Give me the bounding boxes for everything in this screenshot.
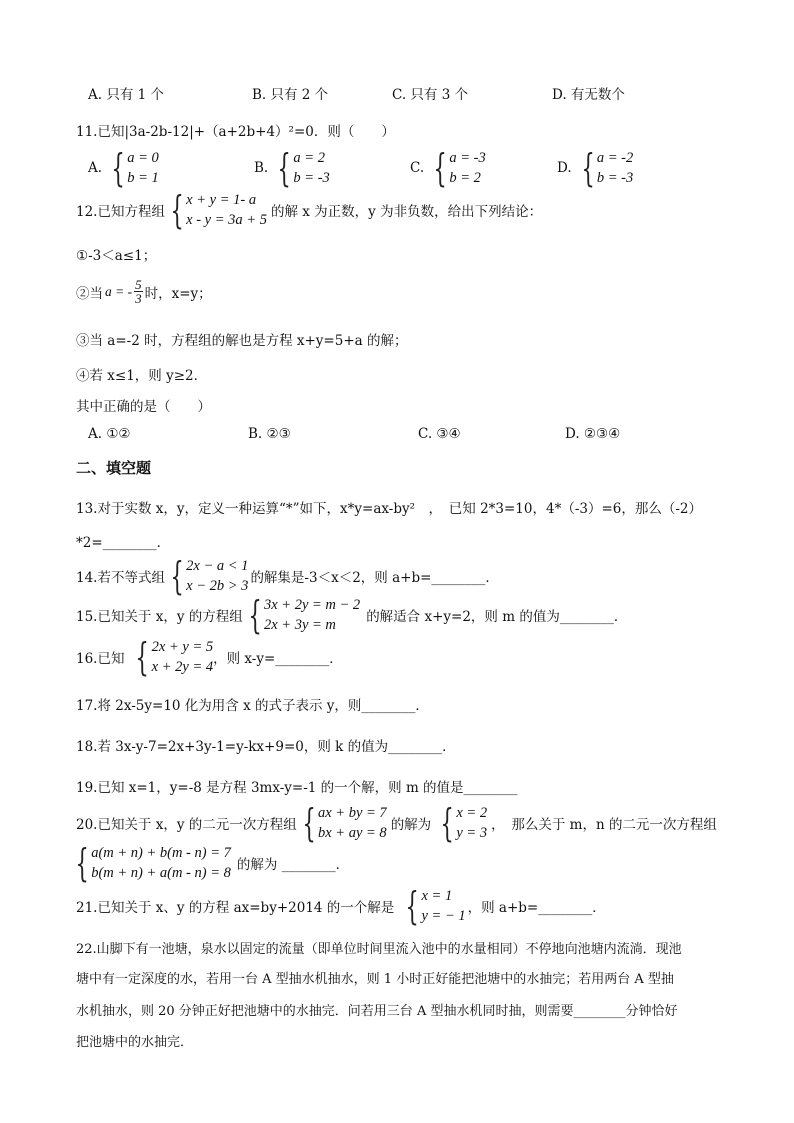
brace: { bbox=[440, 801, 454, 845]
q14-post: 的解集是-3＜x＜2，则 a+b=________． bbox=[250, 570, 499, 586]
brace: { bbox=[75, 841, 89, 885]
c2-a: a = - bbox=[105, 283, 133, 299]
q12-suffix: 的解 x 为正数，y 为非负数，给出下列结论： bbox=[270, 204, 543, 220]
q21-pre: 21.已知关于 x、y 的方程 ax=by+2014 的一个解是 bbox=[76, 900, 395, 916]
q13-line-1: 13.对于实数 x，y，定义一种运算“*”如下，x*y=ax-by² ， 已知 2*3=10，4*（-3）=6，那么（-2） bbox=[76, 501, 703, 517]
row-2: 2x + 3y = m bbox=[263, 617, 336, 633]
q16 bbox=[76, 637, 343, 677]
row-1: 3x + 2y = m − 2 bbox=[263, 597, 361, 613]
row-2: x + 2y = 4 bbox=[151, 659, 214, 675]
q12-conclusion-1: ①-3＜a≤1； bbox=[76, 248, 157, 264]
q10-option-a: A. 只有 1 个 bbox=[88, 87, 165, 103]
q14-pre: 14.若不等式组 bbox=[76, 570, 165, 586]
row-1: a = -2 bbox=[596, 150, 634, 166]
row-1: x = 2 bbox=[456, 805, 488, 821]
q22-line-3: 水机抽水，则 20 分钟正好把池塘中的水抽完．问若用三台 A 型抽水机同时抽，则需要________分钟恰好 bbox=[76, 1004, 678, 1019]
q17: 17.将 2x-5y=10 化为用含 x 的式子表示 y，则________． bbox=[76, 698, 429, 714]
brace: { bbox=[248, 593, 262, 637]
row-1: a = 0 bbox=[127, 150, 159, 166]
q12-option-b: B. ②③ bbox=[248, 426, 291, 442]
q10-option-d: D. 有无数个 bbox=[552, 87, 625, 103]
q11-stem: 11.已知|3a-2b-12|+（a+2b+4）²=0．则（ ） bbox=[76, 124, 395, 140]
brace: { bbox=[405, 884, 420, 928]
q12-conclusion-3: ③当 a=-2 时，方程组的解也是方程 x+y=5+a 的解； bbox=[76, 333, 408, 349]
q11-option-b bbox=[254, 148, 330, 188]
q16-pre: 16.已知 bbox=[76, 651, 125, 667]
q19: 19.已知 x=1，y=-8 是方程 3mx-y=-1 的一个解，则 m 的值是________ bbox=[76, 780, 518, 796]
q20-line-2 bbox=[70, 843, 349, 883]
row-1: x = 1 bbox=[421, 888, 453, 904]
c2-pre: ②当 bbox=[76, 285, 103, 302]
row-1: a(m + n) + b(m - n) = 7 bbox=[91, 845, 231, 861]
option-label: C. bbox=[410, 160, 425, 176]
q12-ask: 其中正确的是（ ） bbox=[76, 399, 211, 415]
row-2: b = 1 bbox=[127, 170, 159, 186]
brace: { bbox=[581, 146, 595, 190]
option-label: D. bbox=[557, 160, 572, 176]
row-2: y = − 1 bbox=[421, 908, 466, 924]
q10-option-b: B. 只有 2 个 bbox=[252, 87, 329, 103]
q18: 18.若 3x-y-7=2x+3y-1=y-kx+9=0，则 k 的值为________． bbox=[76, 739, 456, 755]
row-2: b = 2 bbox=[449, 170, 481, 186]
q15-post: 的解适合 x+y=2，则 m 的值为________． bbox=[366, 609, 628, 625]
brace: { bbox=[111, 146, 125, 190]
q12-conclusion-4: ④若 x≤1，则 y≥2． bbox=[76, 368, 208, 384]
row-1: 2x − a < 1 bbox=[186, 558, 249, 574]
q20-tail: 的解为 ________． bbox=[236, 857, 350, 873]
q12-option-a: A. ①② bbox=[88, 426, 131, 442]
row-1: ax + by = 7 bbox=[317, 805, 387, 821]
q20-line-1 bbox=[76, 803, 717, 843]
option-label: A. bbox=[88, 160, 103, 176]
row-2: y = 3 bbox=[456, 825, 488, 841]
q22-line-4: 把池塘中的水抽完． bbox=[76, 1035, 194, 1050]
q12-option-d: D. ②③④ bbox=[565, 426, 621, 442]
fraction bbox=[134, 278, 143, 305]
brace: { bbox=[302, 801, 316, 845]
q11-option-d bbox=[557, 148, 633, 188]
q22-line-2: 塘中有一定深度的水，若用一台 A 型抽水机抽水，则 1 小时正好能把池塘中的水抽完；若用两台 A 型抽 bbox=[76, 972, 674, 987]
q15-pre: 15.已知关于 x，y 的方程组 bbox=[76, 609, 243, 625]
q10-option-c: C. 只有 3 个 bbox=[392, 87, 469, 103]
q21-post: ，则 a+b=________． bbox=[467, 900, 606, 916]
c2-post: 时，x=y； bbox=[144, 285, 212, 302]
row-2: b = -3 bbox=[293, 170, 330, 186]
q14 bbox=[76, 556, 499, 596]
row-2: bx + ay = 8 bbox=[317, 825, 387, 841]
row-2: b = -3 bbox=[596, 170, 634, 186]
row-2: x - y = 3a + 5 bbox=[186, 212, 267, 228]
q21 bbox=[76, 886, 606, 926]
q11-option-c bbox=[410, 148, 486, 188]
option-label: B. bbox=[254, 160, 269, 176]
row-1: 2x + y = 5 bbox=[151, 639, 214, 655]
q16-post: ，则 x-y=________． bbox=[213, 651, 343, 667]
row-2: x − 2b > 3 bbox=[186, 578, 249, 594]
q20-pre: 20.已知关于 x，y 的二元一次方程组 bbox=[76, 817, 297, 833]
denominator: 3 bbox=[135, 291, 142, 306]
q12-prefix: 12.已知方程组 bbox=[76, 204, 165, 220]
numerator: 5 bbox=[135, 277, 142, 292]
row-1: a = -3 bbox=[449, 150, 486, 166]
q12-stem bbox=[76, 190, 542, 230]
brace: { bbox=[135, 635, 150, 679]
row-1: a = 2 bbox=[293, 150, 325, 166]
brace: { bbox=[433, 146, 447, 190]
q20-mid: 的解为 bbox=[390, 817, 432, 833]
row-1: x + y = 1- a bbox=[186, 192, 257, 208]
brace: { bbox=[170, 554, 184, 598]
brace: { bbox=[170, 188, 184, 232]
q22-line-1: 22.山脚下有一池塘，泉水以固定的流量（即单位时间里流入池中的水量相同）不停地向池塘内流淌．现池 bbox=[76, 942, 682, 957]
row-2: b(m + n) + a(m - n) = 8 bbox=[91, 865, 231, 881]
brace: { bbox=[277, 146, 291, 190]
q12-option-c: C. ③④ bbox=[418, 426, 461, 442]
q20-post: ， 那么关于 m，n 的二元一次方程组 bbox=[491, 817, 717, 833]
q12-conclusion-2 bbox=[76, 278, 212, 305]
section-heading: 二、填空题 bbox=[76, 459, 152, 477]
q15 bbox=[76, 595, 627, 635]
q13-line-2: *2=________． bbox=[76, 535, 171, 551]
q11-option-a bbox=[88, 148, 159, 188]
